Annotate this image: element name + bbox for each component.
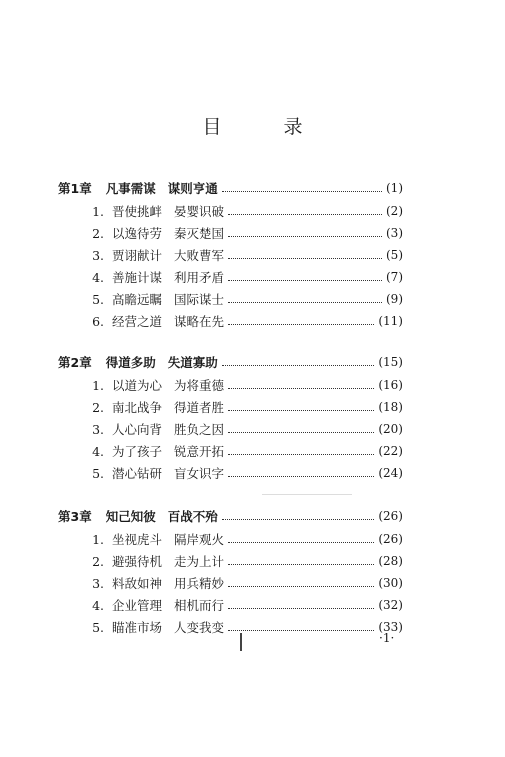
- section-number: 4.: [92, 444, 104, 459]
- section-title-part1: 企业管理: [112, 598, 163, 613]
- page-number: (15): [378, 355, 403, 369]
- section-title-part2: 走为上计: [174, 554, 225, 569]
- page-number: (5): [386, 248, 403, 262]
- section-title-part2: 利用矛盾: [174, 270, 225, 285]
- leader-dots: [228, 431, 374, 433]
- leader-dots: [228, 563, 374, 565]
- chapter-title-part2: 百战不殆: [167, 509, 218, 524]
- section-entry[interactable]: [58, 529, 403, 549]
- section-title-part2: 得道者胜: [174, 400, 225, 415]
- section-title-part1: 善施计谋: [112, 270, 163, 285]
- page-number: (22): [378, 444, 403, 458]
- section-title-part2: 大败曹军: [174, 248, 225, 263]
- section-title-part2: 隔岸观火: [174, 532, 225, 547]
- leader-dots: [228, 235, 382, 237]
- section-number: 1.: [92, 378, 104, 393]
- leader-dots: [228, 257, 382, 259]
- scan-artifact: [262, 494, 352, 495]
- leader-dots: [228, 279, 382, 281]
- leader-dots: [228, 323, 374, 325]
- chapter-2-entry[interactable]: [58, 352, 403, 372]
- leader-dots: [228, 541, 374, 543]
- section-number: 3.: [92, 248, 104, 263]
- section-number: 2.: [92, 226, 104, 241]
- section-entry[interactable]: [58, 595, 403, 615]
- section-title-part2: 盲女识字: [174, 466, 225, 481]
- page-number: (9): [386, 292, 403, 306]
- section-entry[interactable]: [58, 201, 403, 221]
- section-title-part1: 潜心钻研: [112, 466, 163, 481]
- section-title-part1: 南北战争: [112, 400, 163, 415]
- chapter-label: 第1章: [58, 181, 92, 196]
- section-number: 3.: [92, 422, 104, 437]
- section-number: 3.: [92, 576, 104, 591]
- page-number: (24): [378, 466, 403, 480]
- section-number: 2.: [92, 400, 104, 415]
- scan-artifact: [240, 633, 242, 651]
- section-entry[interactable]: [58, 289, 403, 309]
- section-title-part2: 胜负之因: [174, 422, 225, 437]
- section-title-part1: 以逸待劳: [112, 226, 163, 241]
- section-title-part1: 料敌如神: [112, 576, 163, 591]
- chapter-title-part1: 得道多助: [105, 355, 156, 370]
- leader-dots: [228, 607, 374, 609]
- page-number: (32): [378, 598, 403, 612]
- leader-dots: [228, 213, 382, 215]
- section-title-part1: 坐视虎斗: [112, 532, 163, 547]
- section-title-part2: 晏婴识破: [174, 204, 225, 219]
- page-number: (26): [378, 509, 403, 523]
- page-number: (2): [386, 204, 403, 218]
- section-title-part1: 为了孩子: [112, 444, 163, 459]
- section-number: 4.: [92, 598, 104, 613]
- chapter-label: 第2章: [58, 355, 92, 370]
- section-entry[interactable]: [58, 375, 403, 395]
- section-title-part1: 以道为心: [112, 378, 163, 393]
- leader-dots: [228, 409, 374, 411]
- section-title-part1: 避强待机: [112, 554, 163, 569]
- chapter-3-entry[interactable]: [58, 506, 403, 526]
- section-title-part1: 晋使挑衅: [112, 204, 163, 219]
- section-number: 2.: [92, 554, 104, 569]
- page-number: (30): [378, 576, 403, 590]
- leader-dots: [228, 387, 374, 389]
- section-number: 6.: [92, 314, 104, 329]
- section-number: 5.: [92, 466, 104, 481]
- page-number: (11): [378, 314, 403, 328]
- leader-dots: [222, 190, 382, 192]
- leader-dots: [228, 585, 374, 587]
- section-entry[interactable]: [58, 267, 403, 287]
- chapter-1-entry[interactable]: [58, 178, 403, 198]
- section-title-part2: 秦灭楚国: [174, 226, 225, 241]
- section-title-part2: 为将重德: [174, 378, 225, 393]
- section-title-part2: 锐意开拓: [174, 444, 225, 459]
- section-title-part2: 用兵精妙: [174, 576, 225, 591]
- section-entry[interactable]: [58, 463, 403, 483]
- section-title-part1: 瞄准市场: [112, 620, 163, 635]
- page-title: 目 录: [202, 116, 331, 138]
- section-entry[interactable]: [58, 551, 403, 571]
- leader-dots: [228, 453, 374, 455]
- section-title-part1: 贾诩献计: [112, 248, 163, 263]
- section-entry[interactable]: [58, 397, 403, 417]
- page-number: (26): [378, 532, 403, 546]
- page-number: (18): [378, 400, 403, 414]
- section-entry[interactable]: [58, 441, 403, 461]
- section-number: 5.: [92, 292, 104, 307]
- page-number: (28): [378, 554, 403, 568]
- section-title-part2: 相机而行: [174, 598, 225, 613]
- leader-dots: [228, 475, 374, 477]
- chapter-title-part2: 谋则亨通: [167, 181, 218, 196]
- page-number: (1): [386, 181, 403, 195]
- section-entry[interactable]: [58, 419, 403, 439]
- leader-dots: [222, 364, 375, 366]
- page-number: (16): [378, 378, 403, 392]
- section-entry[interactable]: [58, 573, 403, 593]
- section-title-part2: 国际谋士: [174, 292, 225, 307]
- section-title-part2: 人变我变: [174, 620, 225, 635]
- page-number: (33): [378, 620, 403, 634]
- page-number: (3): [386, 226, 403, 240]
- section-entry[interactable]: [58, 245, 403, 265]
- section-number: 1.: [92, 532, 104, 547]
- section-title-part2: 谋略在先: [174, 314, 225, 329]
- chapter-title-part2: 失道寡助: [167, 355, 218, 370]
- leader-dots: [228, 629, 374, 631]
- chapter-title-part1: 凡事需谋: [105, 181, 156, 196]
- leader-dots: [222, 518, 375, 520]
- section-number: 5.: [92, 620, 104, 635]
- section-title-part1: 经营之道: [112, 314, 163, 329]
- section-title-part1: 人心向背: [112, 422, 163, 437]
- section-entry[interactable]: [58, 617, 403, 637]
- page-number: (7): [386, 270, 403, 284]
- page-number: (20): [378, 422, 403, 436]
- section-title-part1: 高瞻远瞩: [112, 292, 163, 307]
- section-number: 4.: [92, 270, 104, 285]
- section-entry[interactable]: [58, 311, 403, 331]
- section-entry[interactable]: [58, 223, 403, 243]
- section-number: 1.: [92, 204, 104, 219]
- chapter-title-part1: 知己知彼: [105, 509, 156, 524]
- page-footer-number: ·1·: [379, 631, 395, 645]
- chapter-label: 第3章: [58, 509, 92, 524]
- leader-dots: [228, 301, 382, 303]
